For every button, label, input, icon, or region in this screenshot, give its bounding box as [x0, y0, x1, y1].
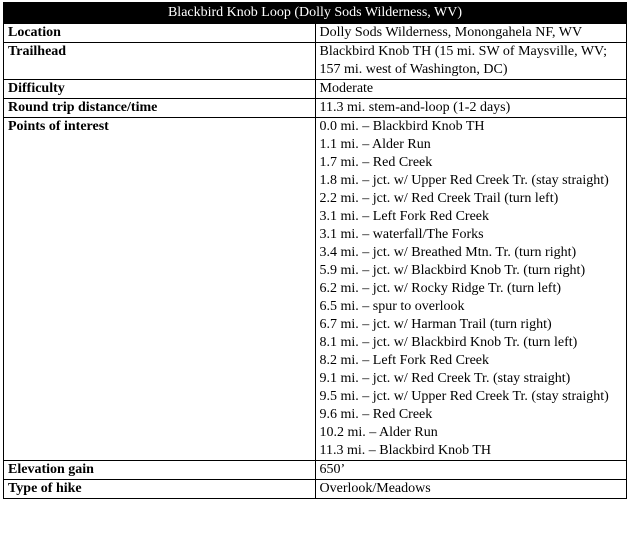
location-label: Location — [4, 24, 316, 43]
poi-item: 1.7 mi. – Red Creek — [319, 155, 433, 170]
type-label: Type of hike — [4, 480, 316, 499]
row-trailhead — [4, 43, 627, 80]
row-type — [4, 480, 627, 499]
type-value: Overlook/Meadows — [315, 480, 627, 499]
poi-item: 5.9 mi. – jct. w/ Blackbird Knob Tr. (turn right) — [319, 263, 586, 278]
elevation-label: Elevation gain — [4, 461, 316, 480]
distance-label: Round trip distance/time — [4, 99, 316, 118]
table-title: Blackbird Knob Loop (Dolly Sods Wilderness, WV) — [4, 3, 627, 24]
title-row — [4, 3, 627, 24]
difficulty-value: Moderate — [315, 80, 627, 99]
location-value: Dolly Sods Wilderness, Monongahela NF, WV — [315, 24, 627, 43]
poi-item: 6.5 mi. – spur to overlook — [319, 299, 465, 314]
elevation-value: 650’ — [315, 461, 627, 480]
poi-item: 3.1 mi. – Left Fork Red Creek — [319, 209, 490, 224]
poi-item: 10.2 mi. – Alder Run — [319, 425, 438, 440]
poi-item: 1.8 mi. – jct. w/ Upper Red Creek Tr. (stay straight) — [319, 173, 609, 188]
poi-list — [315, 118, 627, 461]
row-distance — [4, 99, 627, 118]
poi-item: 9.5 mi. – jct. w/ Upper Red Creek Tr. (stay straight) — [319, 389, 609, 404]
row-location — [4, 24, 627, 43]
row-difficulty — [4, 80, 627, 99]
poi-item: 11.3 mi. – Blackbird Knob TH — [319, 443, 491, 458]
distance-value: 11.3 mi. stem-and-loop (1-2 days) — [315, 99, 627, 118]
poi-item: 8.2 mi. – Left Fork Red Creek — [319, 353, 490, 368]
poi-label: Points of interest — [4, 118, 316, 461]
trail-info-table — [3, 2, 627, 499]
poi-item: 9.6 mi. – Red Creek — [319, 407, 433, 422]
poi-item: 2.2 mi. – jct. w/ Red Creek Trail (turn left) — [319, 191, 559, 206]
poi-item: 3.1 mi. – waterfall/The Forks — [319, 227, 484, 242]
poi-item: 0.0 mi. – Blackbird Knob TH — [319, 119, 485, 134]
poi-item: 6.2 mi. – jct. w/ Rocky Ridge Tr. (turn left) — [319, 281, 561, 296]
trail-info-card — [3, 2, 627, 499]
poi-item: 1.1 mi. – Alder Run — [319, 137, 431, 152]
poi-item: 8.1 mi. – jct. w/ Blackbird Knob Tr. (turn left) — [319, 335, 578, 350]
row-elevation — [4, 461, 627, 480]
row-points-of-interest — [4, 118, 627, 461]
trailhead-value: Blackbird Knob TH (15 mi. SW of Maysville, WV; 157 mi. west of Washington, DC) — [315, 43, 627, 80]
difficulty-label: Difficulty — [4, 80, 316, 99]
poi-item: 9.1 mi. – jct. w/ Red Creek Tr. (stay straight) — [319, 371, 571, 386]
trailhead-label: Trailhead — [4, 43, 316, 80]
poi-item: 6.7 mi. – jct. w/ Harman Trail (turn right) — [319, 317, 552, 332]
poi-item: 3.4 mi. – jct. w/ Breathed Mtn. Tr. (turn right) — [319, 245, 577, 260]
